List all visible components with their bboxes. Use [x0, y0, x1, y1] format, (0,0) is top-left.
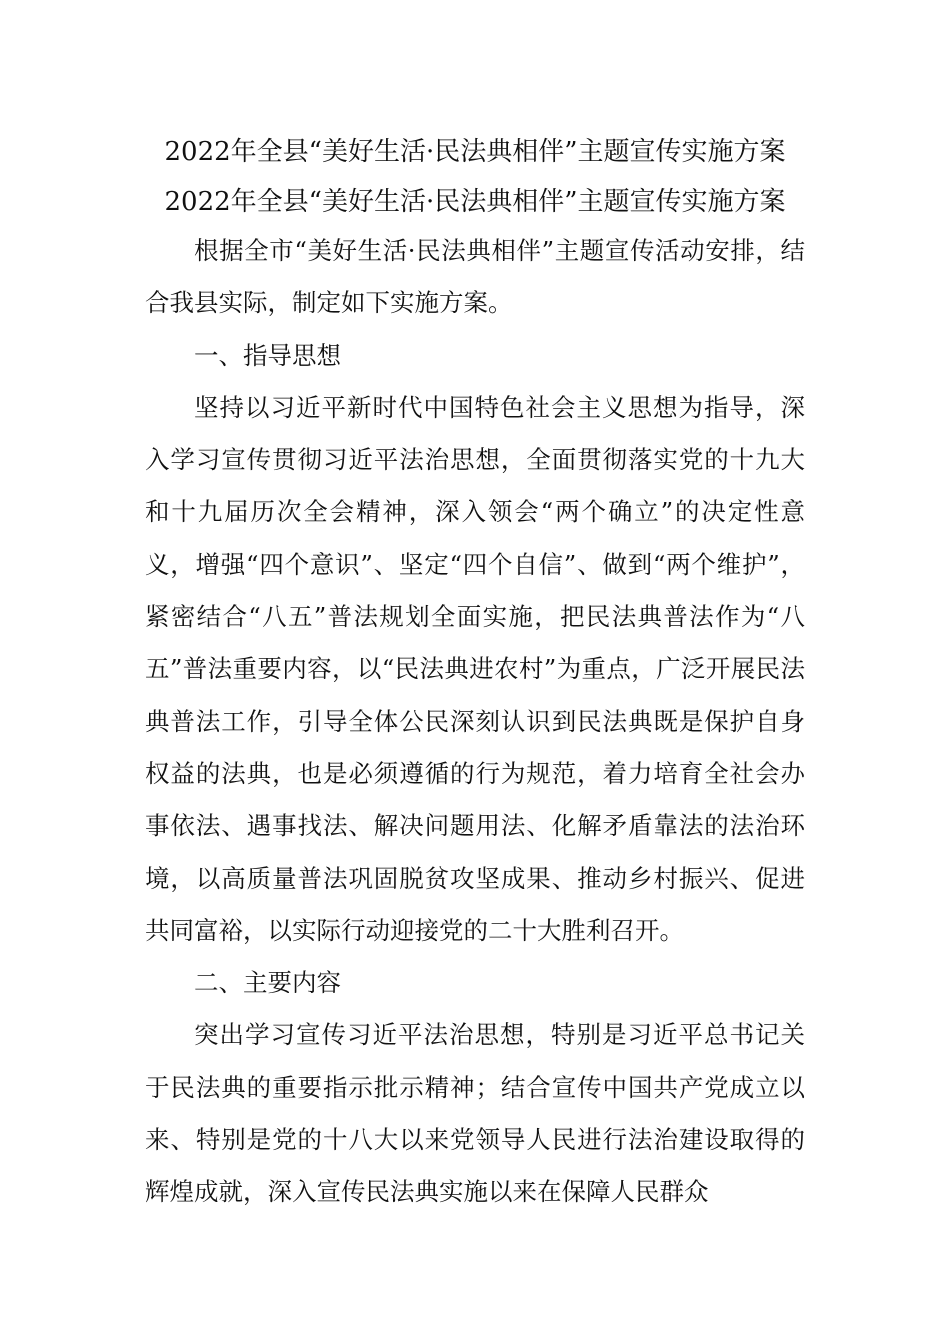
document-subtitle: 2022年全县“美好生活·民法典相伴”主题宣传实施方案	[164, 187, 786, 217]
section-1-heading: 一、指导思想	[194, 340, 341, 370]
intro-paragraph: 根据全市“美好生活·民法典相伴”主题宣传活动安排，结合我县实际，制定如下实施方案。	[145, 236, 805, 318]
section-1-paragraph: 坚持以习近平新时代中国特色社会主义思想为指导，深入学习宣传贯彻习近平法治思想，全面贯彻落实党的十九大和十九届历次全会精神，深入领会“两个确立”的决定性意义，增强“四个意识”、坚定“四个自信”、做到“两个维护”，紧密结合“八五”普法规划全面实施，把民法典普法作为“八五”普法重要内容，以“民法典进农村”为重点，广泛开展民法典普法工作，引导全体公民深刻认识到民法典既是保护自身权益的法典，也是必须遵循的行为规范，着力培育全社会办事依法、遇事找法、解决问题用法、化解矛盾靠法的法治环境，以高质量普法巩固脱贫攻坚成果、推动乡村振兴、促进共同富裕，以实际行动迎接党的二十大胜利召开。	[145, 392, 805, 945]
document-title: 2022年全县“美好生活·民法典相伴”主题宣传实施方案	[164, 137, 786, 167]
section-2-heading: 二、主要内容	[194, 968, 341, 998]
document-body	[145, 225, 805, 1219]
section-2-paragraph: 突出学习宣传习近平法治思想，特别是习近平总书记关于民法典的重要指示批示精神；结合宣传中国共产党成立以来、特别是党的十八大以来党领导人民进行法治建设取得的辉煌成就，深入宣传民法典实施以来在保障人民群众	[145, 1020, 805, 1207]
